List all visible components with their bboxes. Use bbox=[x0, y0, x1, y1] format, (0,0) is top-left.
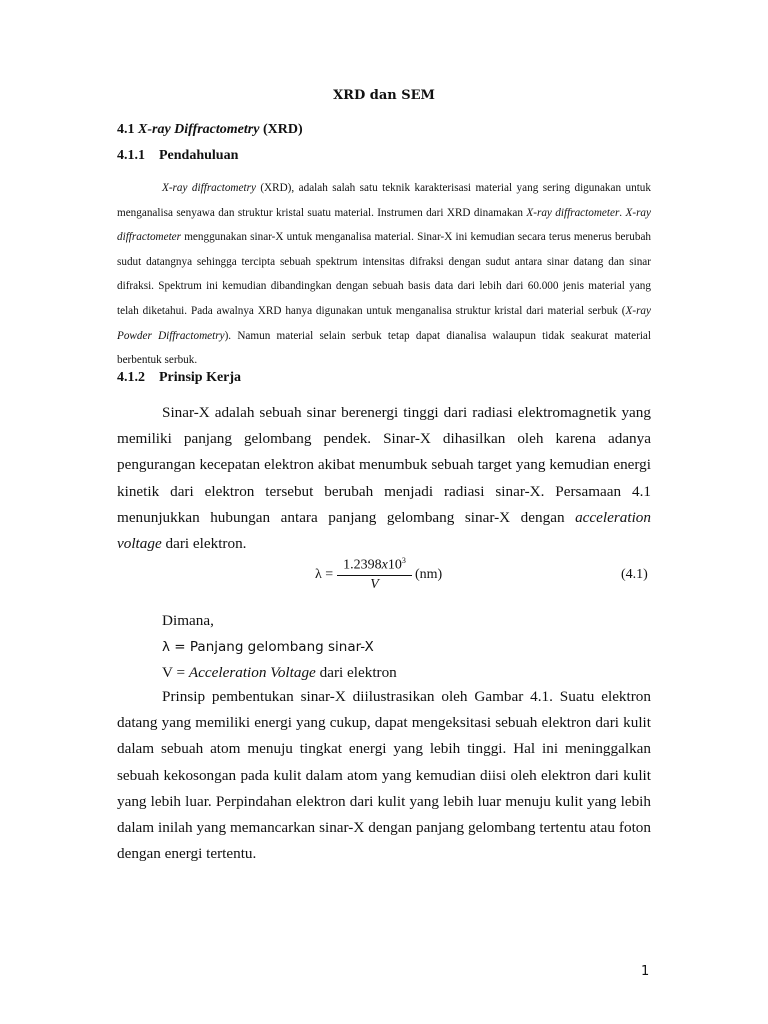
definition-text: λ = Panjang gelombang sinar-X bbox=[162, 639, 374, 655]
paragraph-text: dari elektron. bbox=[161, 535, 247, 553]
numerator-exponent: 3 bbox=[401, 556, 406, 565]
paragraph-text: Prinsip pembentukan sinar-X diilustrasikan oleh Gambar 4.1. Suatu elektron datang yang memiliki energi yang cukup, dapat mengeksitasi sebuah elektron dari kulit dalam sebuah atom menuju tingkat energi yang lebih tinggi. Hal ini meninggalkan sebuah kekosongan pada kulit dalam atom yang kemudian diisi oleh elektron dari kulit yang lebih luar. Perpindahan elektron dari kulit yang lebih luar menuju kulit yang lebih dalam inilah yang memancarkan sinar-X dengan panjang gelombang tertentu atau foton dengan energi tertentu. bbox=[117, 688, 651, 863]
section-4-1-heading bbox=[117, 122, 303, 138]
equation-unit: (nm) bbox=[415, 567, 443, 582]
document-title: XRD dan SEM bbox=[333, 88, 435, 103]
equation-fraction bbox=[337, 556, 412, 593]
definition-text: V = bbox=[162, 664, 189, 681]
paragraph-text: ). Namun material selain serbuk tetap dapat dianalisa walaupun tidak seakurat material berbentuk serbuk. bbox=[117, 329, 651, 367]
italic-term: X-ray diffractometry bbox=[162, 182, 256, 194]
equation-denominator: V bbox=[370, 576, 379, 592]
voltage-definition bbox=[162, 664, 397, 682]
italic-term: Acceleration Voltage bbox=[188, 664, 316, 681]
paragraph-text: menggunakan sinar-X untuk menganalisa material. Sinar-X ini kemudian secara terus menerus berubah sudut datangnya sehingga tercipta sebuah spektrum intensitas difraksi dengan sudut antara sinar datang dan sinar difraksi. Spektrum ini kemudian dibandingkan dengan sebuah basis data dari lebih dari 60.000 jenis material yang telah diketahui. Pada awalnya XRD hanya digunakan untuk menganalisa struktur kristal dari material serbuk ( bbox=[117, 231, 651, 317]
equation-number: (4.1) bbox=[621, 567, 648, 582]
italic-term: X-ray diffractometer bbox=[117, 206, 651, 244]
italic-term: acceleration voltage bbox=[117, 508, 651, 553]
numerator-value: 1.2398 bbox=[343, 557, 382, 573]
equation-lhs: λ = bbox=[315, 567, 334, 582]
paragraph-text: Sinar-X adalah sebuah sinar berenergi tinggi dari radiasi elektromagnetik yang memiliki panjang gelombang pendek. Sinar-X dihasilkan oleh karena adanya pengurangan kecepatan elektron akibat menumbuk sebuah target yang kemudian energi kinetik dari elektron tersebut berubah menjadi radiasi sinar-X. Persamaan 4.1 menunjukkan hubungan antara panjang gelombang sinar-X dengan bbox=[117, 404, 651, 526]
section-title-rest: (XRD) bbox=[262, 122, 303, 137]
intro-paragraph bbox=[117, 176, 651, 373]
section-title-italic: X-ray Diffractometry bbox=[138, 122, 260, 137]
subsection-number: 4.1.2 bbox=[117, 370, 145, 385]
principle-paragraph bbox=[117, 400, 651, 557]
section-4-1-1-heading bbox=[117, 148, 238, 164]
subsection-title: Pendahuluan bbox=[159, 148, 239, 163]
paragraph-text: (XRD), adalah salah satu teknik karakterisasi material yang sering digunakan untuk menganalisa senyawa dan struktur kristal suatu material. Instrumen dari XRD dinamakan bbox=[117, 182, 651, 219]
numerator-times: x bbox=[381, 557, 388, 573]
subsection-title: Prinsip Kerja bbox=[159, 370, 242, 385]
section-number: 4.1 bbox=[117, 122, 135, 137]
equation-numerator bbox=[337, 556, 412, 574]
fraction-bar bbox=[337, 575, 412, 576]
definition-text: dari elektron bbox=[315, 664, 397, 681]
equation-4-1 bbox=[0, 556, 768, 600]
italic-term: X-ray diffractometer bbox=[526, 206, 620, 219]
section-4-1-2-heading bbox=[117, 370, 241, 386]
italic-term: X-ray Powder Diffractometry bbox=[117, 304, 651, 342]
subsection-number: 4.1.1 bbox=[117, 148, 145, 163]
formation-paragraph bbox=[117, 684, 651, 867]
where-label: Dimana, bbox=[162, 612, 214, 629]
numerator-base: 10 bbox=[387, 557, 402, 573]
page-number: 1 bbox=[641, 964, 650, 979]
lambda-definition bbox=[162, 638, 374, 656]
paragraph-text: . bbox=[619, 206, 626, 219]
